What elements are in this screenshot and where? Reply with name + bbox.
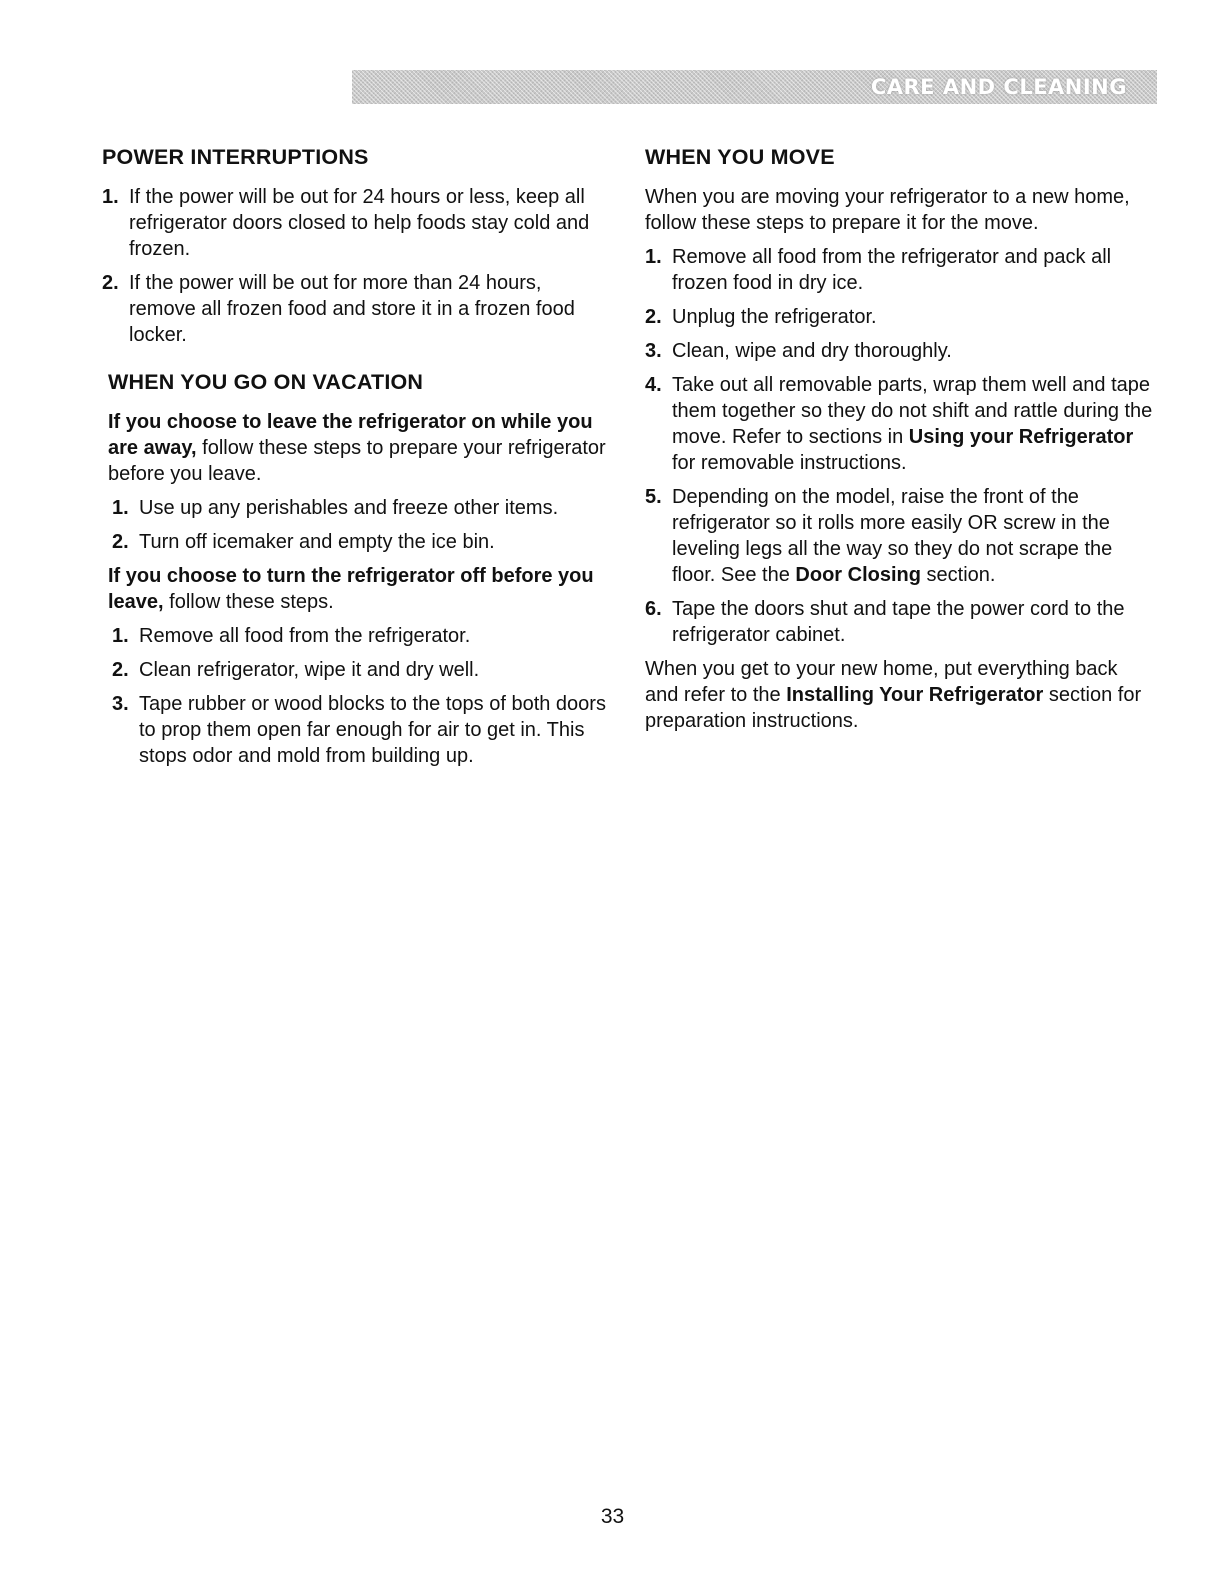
list-number: 3. (112, 693, 129, 715)
list-number: 1. (102, 186, 119, 208)
right-column (645, 143, 1155, 742)
list-number: 2. (102, 272, 119, 294)
list-number: 2. (112, 659, 129, 681)
section-header-title: CARE AND CLEANING (870, 75, 1127, 99)
moving-outro (645, 656, 1155, 734)
moving-heading: WHEN YOU MOVE (645, 145, 835, 169)
list-item (112, 529, 612, 555)
list-item (645, 596, 1155, 648)
list-item (645, 372, 1155, 476)
list-item (645, 484, 1155, 588)
power-interruptions-list (102, 184, 612, 348)
list-number: 2. (112, 531, 129, 553)
list-item (112, 623, 612, 649)
list-text: Turn off icemaker and empty the ice bin. (139, 531, 495, 553)
moving-intro: When you are moving your refrigerator to a new home, follow these steps to prepare it for the move. (645, 186, 1130, 234)
cross-reference: Using your Refrigerator (908, 426, 1134, 448)
page-number: 33 (600, 1505, 625, 1528)
intro-text: follow these steps. (163, 591, 334, 613)
outro-text: When you get to your new home, put everything back and refer to the (645, 658, 1118, 706)
list-item (645, 338, 1155, 364)
moving-list (645, 244, 1155, 648)
list-item (102, 270, 612, 348)
list-text: Use up any perishables and freeze other items. (139, 497, 559, 519)
cross-reference: Door Closing (795, 564, 921, 586)
list-text: Depending on the model, raise the front of the refrigerator so it rolls more easily OR screw in the leveling legs all the way so they do not scrape the floor. See the (672, 486, 1113, 586)
list-text: Clean, wipe and dry thoroughly. (672, 340, 952, 362)
outro-text: section for preparation instructions. (645, 684, 1142, 732)
list-item (112, 691, 612, 769)
list-text: Clean refrigerator, wipe it and dry well. (139, 659, 480, 681)
intro-bold: If you choose to turn the refrigerator off before you leave, (108, 565, 594, 613)
list-text: for removable instructions. (672, 452, 907, 474)
list-item (112, 657, 612, 683)
list-number: 5. (645, 486, 662, 508)
vacation-turn-off-list (108, 623, 612, 769)
vacation-section (102, 368, 612, 769)
list-text: Remove all food from the refrigerator and pack all frozen food in dry ice. (672, 246, 1112, 294)
vacation-heading: WHEN YOU GO ON VACATION (108, 370, 424, 394)
vacation-intro-leave-on (108, 409, 612, 487)
vacation-leave-on-list (108, 495, 612, 555)
list-number: 1. (112, 625, 129, 647)
vacation-intro-turn-off (108, 563, 612, 615)
list-text: Tape rubber or wood blocks to the tops of both doors to prop them open far enough for air to get in. This stops odor and mold from building up. (139, 693, 606, 767)
section-header-band (352, 70, 1157, 104)
list-text: Unplug the refrigerator. (672, 306, 877, 328)
list-text: Remove all food from the refrigerator. (139, 625, 471, 647)
list-text: If the power will be out for 24 hours or less, keep all refrigerator doors closed to help foods stay cold and frozen. (129, 186, 590, 260)
list-number: 2. (645, 306, 662, 328)
intro-bold: If you choose to leave the refrigerator on while you are away, (108, 411, 593, 459)
list-number: 1. (112, 497, 129, 519)
list-item (102, 184, 612, 262)
list-item (645, 244, 1155, 296)
intro-text: follow these steps to prepare your refrigerator before you leave. (108, 437, 606, 485)
list-text: Tape the doors shut and tape the power cord to the refrigerator cabinet. (672, 598, 1125, 646)
power-interruptions-heading: POWER INTERRUPTIONS (102, 145, 369, 169)
list-item (645, 304, 1155, 330)
cross-reference: Installing Your Refrigerator (786, 684, 1044, 706)
list-number: 6. (645, 598, 662, 620)
list-number: 4. (645, 374, 662, 396)
list-item (112, 495, 612, 521)
list-number: 3. (645, 340, 662, 362)
moving-section (645, 143, 1155, 734)
list-text: Take out all removable parts, wrap them well and tape them together so they do not shift and rattle during the move. Refer to sections in (672, 374, 1153, 448)
list-number: 1. (645, 246, 662, 268)
list-text: section. (920, 564, 996, 586)
list-text: If the power will be out for more than 24 hours, remove all frozen food and store it in a frozen food locker. (129, 272, 575, 346)
left-column (102, 143, 612, 777)
power-interruptions-section (102, 143, 612, 348)
